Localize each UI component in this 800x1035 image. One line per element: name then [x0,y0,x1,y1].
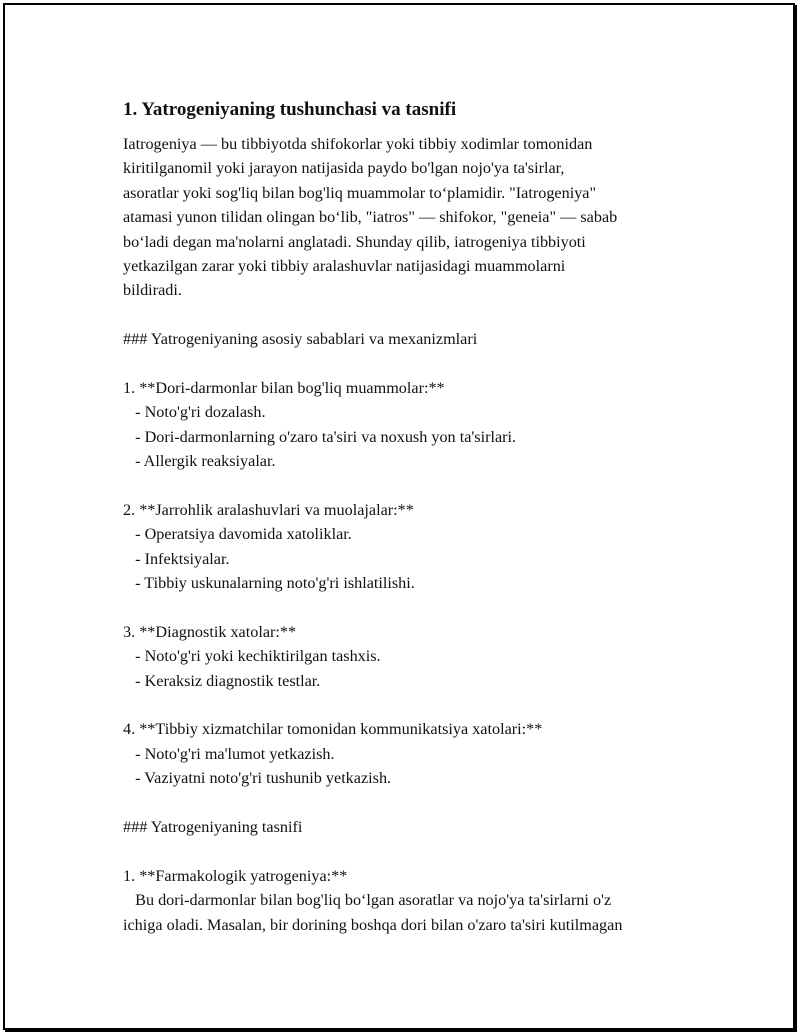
classification-section [123,815,703,937]
text-line: bo‘ladi degan ma'nolarni anglatadi. Shunday qilib, iatrogeniya tibbiyoti [123,232,586,251]
cause-title: 4. **Tibbiy xizmatchilar tomonidan kommunikatsiya xatolari:** [123,720,543,739]
cause-item: - Operatsiya davomida xatoliklar. [123,525,352,544]
blank-line [123,791,703,815]
cause-item: - Noto'g'ri ma'lumot yetkazish. [123,744,335,763]
text-line: kiritilganomil yoki jarayon natijasida paydo bo'lgan nojo'ya ta'sirlar, [123,159,565,178]
blank-line [123,839,703,863]
cause-item: - Infektsiyalar. [123,549,230,568]
blank-line [123,595,703,619]
text-line: asoratlar yoki sog'liq bilan bog'liq muammolar to‘plamidir. "Iatrogeniya" [123,183,597,202]
document-body [123,98,703,937]
text-line: ichiga oladi. Masalan, bir dorining boshqa dori bilan o'zaro ta'siri kutilmagan [123,915,623,934]
blank-line [123,473,703,497]
cause-item: - Tibbiy uskunalarning noto'g'ri ishlatilishi. [123,574,415,593]
causes-section [123,303,703,815]
cause-title: 2. **Jarrohlik aralashuvlari va muolajalar:** [123,500,414,519]
section-heading: ### Yatrogeniyaning asosiy sabablari va mexanizmlari [123,330,478,349]
text-line: bildiradi. [123,281,182,300]
cause-item: - Allergik reaksiyalar. [123,452,276,471]
intro-paragraph [123,132,703,303]
classification-title: 1. **Farmakologik yatrogeniya:** [123,866,348,885]
text-line: Bu dori-darmonlar bilan bog'liq bo‘lgan asoratlar va nojo'ya ta'sirlarni o'z [123,891,612,910]
text-line: yetkazilgan zarar yoki tibbiy aralashuvlar natijasidagi muammolarni [123,256,566,275]
text-line: atamasi yunon tilidan olingan bo‘lib, "iatros" — shifokor, "geneia" — sabab [123,208,618,227]
blank-line [123,303,703,327]
blank-line [123,693,703,717]
cause-item: - Noto'g'ri yoki kechiktirilgan tashxis. [123,647,381,666]
cause-item: - Keraksiz diagnostik testlar. [123,671,321,690]
blank-line [123,352,703,376]
page [3,3,795,1030]
cause-title: 1. **Dori-darmonlar bilan bog'liq muammolar:** [123,378,445,397]
text-line: Iatrogeniya — bu tibbiyotda shifokorlar yoki tibbiy xodimlar tomonidan [123,135,593,153]
cause-item: - Dori-darmonlarning o'zaro ta'siri va noxush yon ta'sirlari. [123,427,517,446]
cause-title: 3. **Diagnostik xatolar:** [123,622,297,641]
page-title: 1. Yatrogeniyaning tushunchasi va tasnifi [123,99,457,120]
section-heading: ### Yatrogeniyaning tasnifi [123,817,303,836]
cause-item: - Vaziyatni noto'g'ri tushunib yetkazish. [123,769,392,788]
cause-item: - Noto'g'ri dozalash. [123,403,266,422]
